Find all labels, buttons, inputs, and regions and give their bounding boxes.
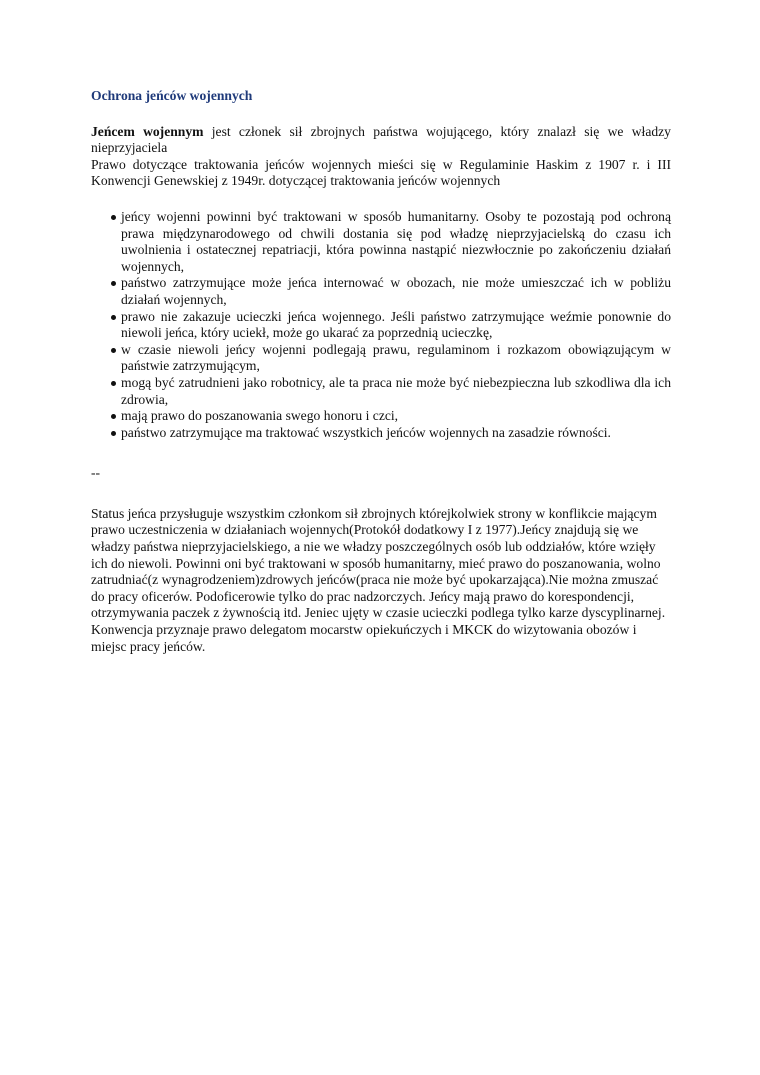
- definition-term: Jeńcem wojennym: [91, 123, 204, 139]
- list-item: [91, 209, 671, 275]
- list-item-text: państwo zatrzymujące ma traktować wszystkich jeńców wojennych na zasadzie równości.: [121, 424, 611, 440]
- list-item: [91, 309, 671, 342]
- status-paragraph: Status jeńca przysługuje wszystkim członkom sił zbrojnych którejkolwiek strony w konflikcie mającym prawo uczestniczenia w działaniach wojennych(Protokół dodatkowy I z 1977).Jeńcy znajdują się we władzy państwa nieprzyjacielskiego, a nie we władzy poszczególnych osób lub oddziałów, które wzięły ich do niewoli. Powinni oni być traktowani w sposób humanitarny, mieć prawo do poszanowania, wolno zatrudniać(z wynagrodzeniem)zdrowych jeńców(praca nie może być upokarzająca).Nie można zmuszać do pracy oficerów. Podoficerowie tylko do prac nadzorczych. Jeńcy mają prawo do korespondencji, otrzymywania paczek z żywnością itd. Jeniec ujęty w czasie ucieczki podlega tylko karze dyscyplinarnej. Konwencja przyznaje prawo delegatom mocarstw opiekuńczych i MKCK do wizytowania obozów i miejsc pracy jeńców.: [91, 505, 666, 654]
- document-title: Ochrona jeńców wojennych: [91, 88, 253, 103]
- list-item-text: prawo nie zakazuje ucieczki jeńca wojennego. Jeśli państwo zatrzymujące weźmie ponownie do niewoli jeńca, który uciekł, może go ukarać za poprzednią ucieczkę,: [121, 308, 671, 341]
- list-item-text: mają prawo do poszanowania swego honoru i czci,: [121, 408, 399, 424]
- list-item: [91, 425, 671, 442]
- list-item-text: jeńcy wojenni powinni być traktowani w sposób humanitarny. Osoby te pozostają pod ochroną prawa międzynarodowego od chwili dostania się pod władzę nieprzyjacielską do czasu ich uwolnienia i ostatecznej repatriacji, która powinna nastąpić niezwłocznie po zakończeniu działań wojennych,: [121, 208, 671, 274]
- document-page: [91, 88, 671, 655]
- list-item: [91, 342, 671, 375]
- rights-list: [91, 209, 671, 441]
- law-paragraph: Prawo dotyczące traktowania jeńców wojennych mieści się w Regulaminie Haskim z 1907 r. i III Konwencji Genewskiej z 1949r. dotyczącej traktowania jeńców wojennych: [91, 156, 671, 189]
- list-item-text: mogą być zatrudnieni jako robotnicy, ale ta praca nie może być niebezpieczna lub szkodliwa dla ich zdrowia,: [121, 374, 671, 407]
- list-item-text: państwo zatrzymujące może jeńca internować w obozach, nie może umieszczać ich w pobliżu działań wojennych,: [121, 275, 671, 307]
- list-item: [91, 408, 671, 425]
- definition-text: jest członek sił zbrojnych państwa wojującego, który znalazł się we władzy nieprzyjaciela: [91, 123, 671, 156]
- list-item-text: w czasie niewoli jeńcy wojenni podlegają prawu, regulaminom i rozkazom obowiązującym w państwie zatrzymującym,: [121, 341, 671, 374]
- section-separator: --: [91, 465, 101, 481]
- definition-paragraph: [91, 124, 671, 157]
- list-item: [91, 375, 671, 408]
- list-item: [91, 275, 671, 308]
